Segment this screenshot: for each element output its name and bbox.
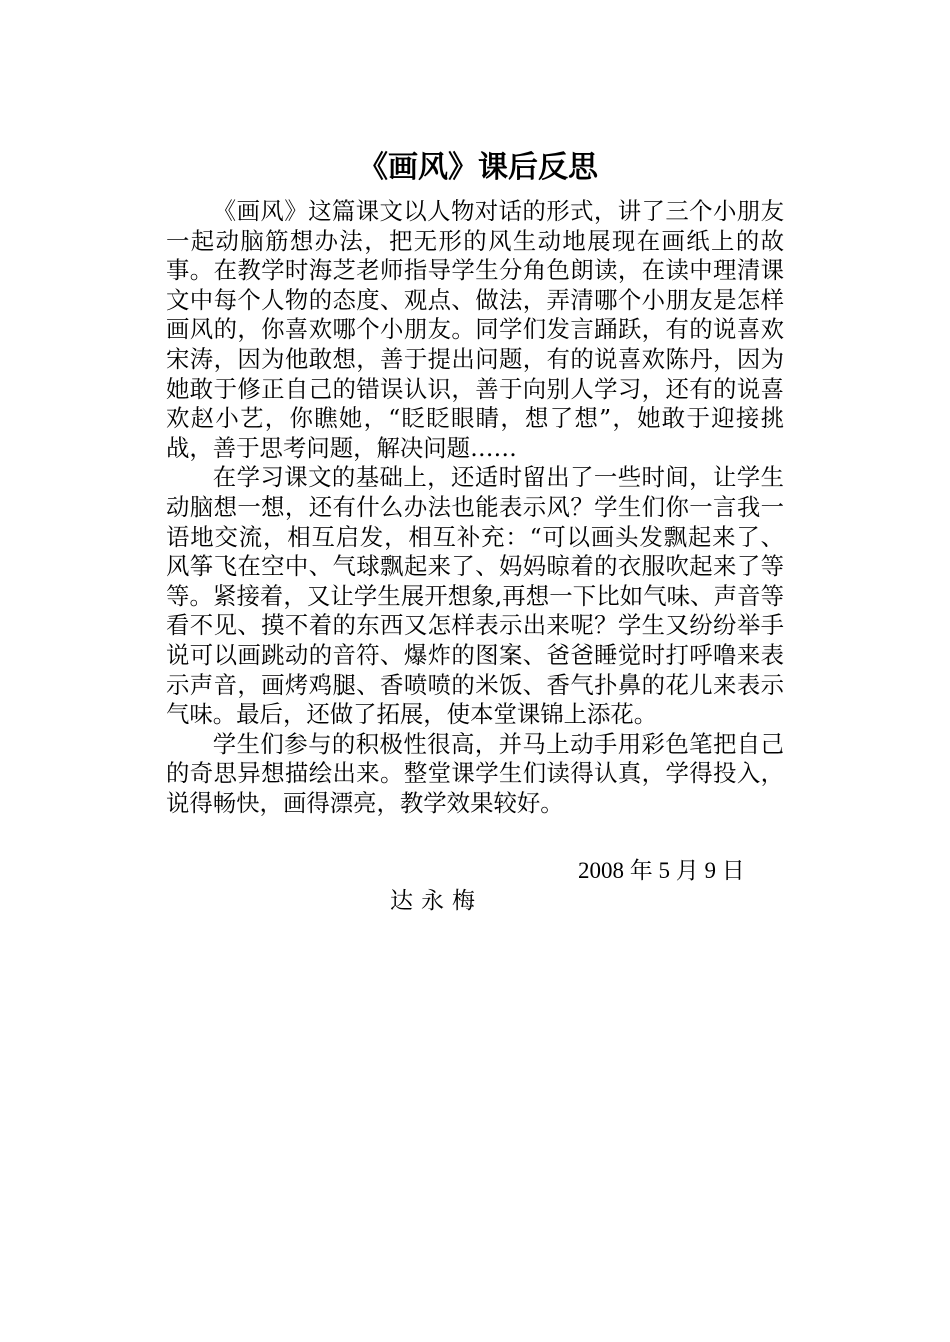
paragraph-2: 在学习课文的基础上，还适时留出了一些时间，让学生动脑想一想，还有什么办法也能表示风？学生们你一言我一语地交流，相互启发，相互补充：“可以画头发飘起来了、风筝飞在空中、气球飘起来了、妈妈晾着的衣服吹起来了等等。紧接着，又让学生展开想象,再想一下比如气味、声音等看不见、摸不着的东西又怎样表示出来呢？学生又纷纷举手说可以画跳动的音符、爆炸的图案、爸爸睡觉时打呼噜来表示声音，画烤鸡腿、香喷喷的米饭、香气扑鼻的花儿来表示气味。最后，还做了拓展，使本堂课锦上添花。 [166, 463, 784, 729]
document-title: 《画风》课后反思 [358, 150, 598, 185]
document-body [166, 197, 784, 818]
document-date: 2008 年 5 月 9 日 [578, 858, 745, 883]
paragraph-3: 学生们参与的积极性很高，并马上动手用彩色笔把自己的奇思异想描绘出来。整堂课学生们读得认真，学得投入，说得畅快，画得漂亮，教学效果较好。 [166, 729, 784, 817]
document-page [166, 0, 784, 1342]
document-author: 达永梅 [390, 888, 483, 914]
paragraph-1: 《画风》这篇课文以人物对话的形式，讲了三个小朋友一起动脑筋想办法，把无形的风生动地展现在画纸上的故事。在教学时海芝老师指导学生分角色朗读，在读中理清课文中每个人物的态度、观点、做法，弄清哪个小朋友是怎样画风的，你喜欢哪个小朋友。同学们发言踊跃，有的说喜欢宋涛，因为他敢想，善于提出问题，有的说喜欢陈丹，因为她敢于修正自己的错误认识，善于向别人学习，还有的说喜欢赵小艺，你瞧她，“眨眨眼睛，想了想”，她敢于迎接挑战，善于思考问题，解决问题…… [166, 197, 784, 462]
